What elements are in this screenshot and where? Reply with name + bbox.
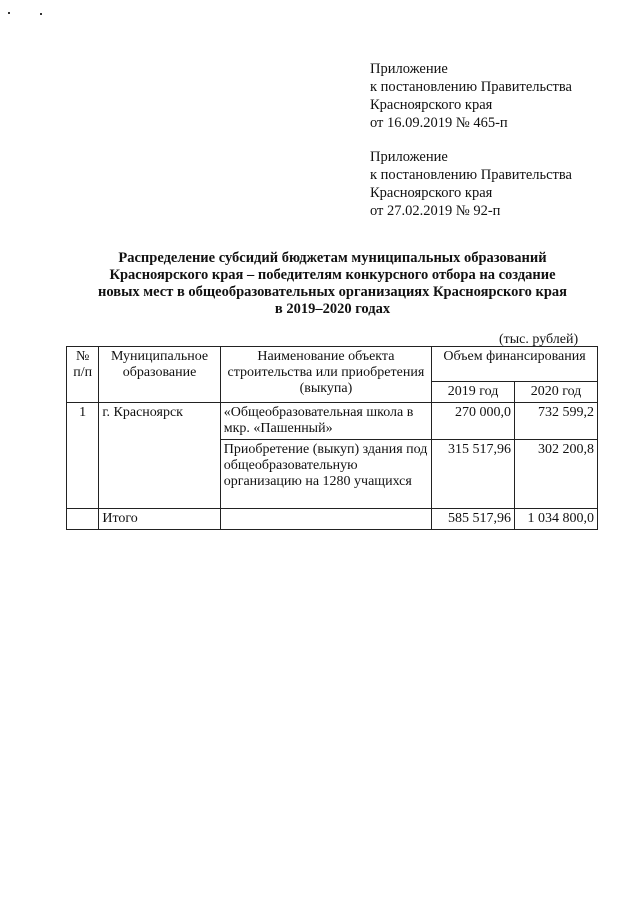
header-num: № п/п xyxy=(67,347,99,403)
table-header-row xyxy=(67,347,598,382)
scan-artifact-dot xyxy=(8,12,10,14)
appendix-1-line-2: к постановлению Правительства xyxy=(370,79,572,95)
cell-total-object xyxy=(220,509,431,530)
header-object: Наименование объекта строительства или приобретения (выкупа) xyxy=(220,347,431,403)
header-municipality: Муниципальное образование xyxy=(99,347,220,403)
header-financing: Объем финансирования xyxy=(432,347,598,382)
title-line-1: Распределение субсидий бюджетам муниципальных образований xyxy=(118,250,547,266)
appendix-block-1 xyxy=(370,60,572,132)
appendix-2-line-4: от 27.02.2019 № 92-п xyxy=(370,203,501,219)
cell-year-2020: 302 200,8 xyxy=(515,440,598,509)
header-year-2020: 2020 год xyxy=(515,382,598,403)
appendix-1-line-3: Красноярского края xyxy=(370,97,493,113)
title-line-3: новых мест в общеобразовательных организациях Красноярского края xyxy=(98,284,567,300)
cell-total-num xyxy=(67,509,99,530)
appendix-block-2 xyxy=(370,148,572,220)
document-title xyxy=(70,250,595,318)
title-line-4: в 2019–2020 годах xyxy=(274,301,391,317)
cell-total-2019: 585 517,96 xyxy=(432,509,515,530)
units-label: (тыс. рублей) xyxy=(499,332,579,347)
subsidy-table xyxy=(66,346,598,530)
cell-object: «Общеобразовательная школа в мкр. «Пашенный» xyxy=(220,403,431,440)
table-row xyxy=(67,403,598,440)
cell-year-2020: 732 599,2 xyxy=(515,403,598,440)
appendix-2-line-3: Красноярского края xyxy=(370,185,493,201)
scan-artifact-dot xyxy=(40,13,42,15)
cell-num: 1 xyxy=(67,403,99,509)
cell-total-2020: 1 034 800,0 xyxy=(515,509,598,530)
table-total-row xyxy=(67,509,598,530)
cell-object: Приобретение (выкуп) здания под общеобразовательную организацию на 1280 учащихся xyxy=(220,440,431,509)
cell-total-label: Итого xyxy=(99,509,220,530)
appendix-2-line-1: Приложение xyxy=(370,149,448,165)
header-year-2019: 2019 год xyxy=(432,382,515,403)
cell-year-2019: 315 517,96 xyxy=(432,440,515,509)
title-line-2: Красноярского края – победителям конкурсного отбора на создание xyxy=(109,267,556,283)
appendix-1-line-1: Приложение xyxy=(370,61,448,77)
cell-year-2019: 270 000,0 xyxy=(432,403,515,440)
appendix-2-line-2: к постановлению Правительства xyxy=(370,167,572,183)
appendix-1-line-4: от 16.09.2019 № 465-п xyxy=(370,115,508,131)
cell-municipality: г. Красноярск xyxy=(99,403,220,509)
